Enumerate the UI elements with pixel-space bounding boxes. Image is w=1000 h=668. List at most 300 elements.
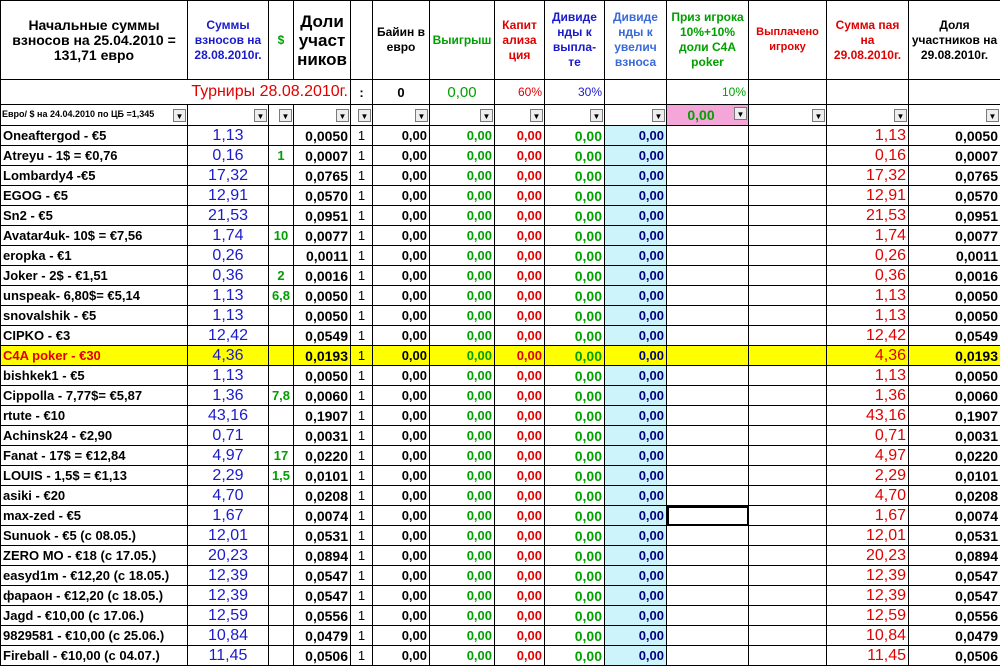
share-cell[interactable]: 0,0050 (294, 306, 351, 326)
player-name[interactable]: Joker - 2$ - €1,51 (1, 266, 188, 286)
sum-pay-cell[interactable]: 1,13 (827, 126, 909, 146)
share-end-cell[interactable]: 0,0531 (909, 526, 1000, 546)
one-cell[interactable]: 1 (351, 366, 373, 386)
one-cell[interactable]: 1 (351, 386, 373, 406)
share-end-cell[interactable]: 0,0765 (909, 166, 1000, 186)
one-cell[interactable]: 1 (351, 466, 373, 486)
win-cell[interactable]: 0,00 (430, 566, 495, 586)
div-inc-cell[interactable]: 0,00 (605, 646, 667, 666)
player-name[interactable]: Sunuok - €5 (с 08.05.) (1, 526, 188, 546)
tournament-cap-pct[interactable]: 60% (495, 80, 545, 105)
usd-cell[interactable] (269, 426, 294, 446)
sum-pay-cell[interactable]: 4,97 (827, 446, 909, 466)
one-cell[interactable]: 1 (351, 226, 373, 246)
sum-cell[interactable]: 2,29 (188, 466, 269, 486)
paid-cell[interactable] (749, 586, 827, 606)
paid-cell[interactable] (749, 366, 827, 386)
filter-dropdown-icon[interactable]: ▼ (415, 109, 428, 122)
prize-cell[interactable] (667, 626, 749, 646)
share-end-cell[interactable]: 0,0050 (909, 126, 1000, 146)
player-name[interactable]: Jagd - €10,00 (с 17.06.) (1, 606, 188, 626)
sum-pay-cell[interactable]: 0,71 (827, 426, 909, 446)
buyin-cell[interactable]: 0,00 (373, 426, 430, 446)
share-cell[interactable]: 0,0101 (294, 466, 351, 486)
player-name[interactable]: Atreyu - 1$ = €0,76 (1, 146, 188, 166)
cap-cell[interactable]: 0,00 (495, 126, 545, 146)
cap-cell[interactable]: 0,00 (495, 526, 545, 546)
sum-cell[interactable]: 0,16 (188, 146, 269, 166)
sum-cell[interactable]: 43,16 (188, 406, 269, 426)
prize-cell[interactable] (667, 426, 749, 446)
div-inc-cell[interactable]: 0,00 (605, 606, 667, 626)
div-pay-cell[interactable]: 0,00 (545, 506, 605, 526)
div-pay-cell[interactable]: 0,00 (545, 226, 605, 246)
buyin-cell[interactable]: 0,00 (373, 306, 430, 326)
share-end-cell[interactable]: 0,0074 (909, 506, 1000, 526)
prize-cell[interactable] (667, 226, 749, 246)
header-initial-sums[interactable]: Начальные суммы взносов на 25.04.2010 = 131,71 евро (1, 1, 188, 80)
buyin-cell[interactable]: 0,00 (373, 486, 430, 506)
sum-pay-cell[interactable]: 0,36 (827, 266, 909, 286)
paid-cell[interactable] (749, 486, 827, 506)
paid-cell[interactable] (749, 606, 827, 626)
sum-cell[interactable]: 12,42 (188, 326, 269, 346)
win-cell[interactable]: 0,00 (430, 586, 495, 606)
win-cell[interactable]: 0,00 (430, 526, 495, 546)
filter-cell-divi[interactable] (605, 105, 667, 126)
share-end-cell[interactable]: 0,0016 (909, 266, 1000, 286)
filter-dropdown-icon[interactable]: ▼ (734, 107, 747, 120)
buyin-cell[interactable]: 0,00 (373, 586, 430, 606)
div-pay-cell[interactable]: 0,00 (545, 366, 605, 386)
one-cell[interactable]: 1 (351, 426, 373, 446)
cap-cell[interactable]: 0,00 (495, 326, 545, 346)
paid-cell[interactable] (749, 306, 827, 326)
div-inc-cell[interactable]: 0,00 (605, 466, 667, 486)
win-cell[interactable]: 0,00 (430, 646, 495, 666)
share-end-cell[interactable]: 0,0193 (909, 346, 1000, 366)
buyin-cell[interactable]: 0,00 (373, 266, 430, 286)
one-cell[interactable]: 1 (351, 126, 373, 146)
share-cell[interactable]: 0,0479 (294, 626, 351, 646)
cap-cell[interactable]: 0,00 (495, 566, 545, 586)
sum-pay-cell[interactable]: 2,29 (827, 466, 909, 486)
header-paid[interactable]: Выплачено игроку (749, 1, 827, 80)
buyin-cell[interactable]: 0,00 (373, 606, 430, 626)
share-cell[interactable]: 0,0077 (294, 226, 351, 246)
share-cell[interactable]: 0,0531 (294, 526, 351, 546)
filter-cell-cap[interactable] (495, 105, 545, 126)
buyin-cell[interactable]: 0,00 (373, 626, 430, 646)
one-cell[interactable]: 1 (351, 606, 373, 626)
header-sum-pay[interactable]: Сумма пая на 29.08.2010г. (827, 1, 909, 80)
prize-cell[interactable] (667, 526, 749, 546)
win-cell[interactable]: 0,00 (430, 486, 495, 506)
prize-cell[interactable] (667, 346, 749, 366)
share-end-cell[interactable]: 0,0060 (909, 386, 1000, 406)
usd-cell[interactable] (269, 306, 294, 326)
share-cell[interactable]: 0,0011 (294, 246, 351, 266)
one-cell[interactable]: 1 (351, 586, 373, 606)
buyin-cell[interactable]: 0,00 (373, 206, 430, 226)
div-pay-cell[interactable]: 0,00 (545, 346, 605, 366)
player-name[interactable]: max-zed - €5 (1, 506, 188, 526)
div-inc-cell[interactable]: 0,00 (605, 626, 667, 646)
share-end-cell[interactable]: 0,0547 (909, 586, 1000, 606)
div-pay-cell[interactable]: 0,00 (545, 186, 605, 206)
filter-cell-usd[interactable] (269, 105, 294, 126)
usd-cell[interactable]: 6,8 (269, 286, 294, 306)
player-name[interactable]: 9829581 - €10,00 (с 25.06.) (1, 626, 188, 646)
share-cell[interactable]: 0,0549 (294, 326, 351, 346)
share-cell[interactable]: 0,0220 (294, 446, 351, 466)
sum-cell[interactable]: 12,01 (188, 526, 269, 546)
win-cell[interactable]: 0,00 (430, 386, 495, 406)
share-end-cell[interactable]: 0,0479 (909, 626, 1000, 646)
filter-cell-win[interactable] (430, 105, 495, 126)
filter-dropdown-icon[interactable]: ▼ (590, 109, 603, 122)
filter-dropdown-icon[interactable]: ▼ (279, 109, 292, 122)
sum-cell[interactable]: 1,74 (188, 226, 269, 246)
player-name[interactable]: фараон - €12,20 (с 18.05.) (1, 586, 188, 606)
cap-cell[interactable]: 0,00 (495, 226, 545, 246)
share-cell[interactable]: 0,0074 (294, 506, 351, 526)
buyin-cell[interactable]: 0,00 (373, 406, 430, 426)
share-end-cell[interactable]: 0,0050 (909, 366, 1000, 386)
usd-cell[interactable] (269, 206, 294, 226)
win-cell[interactable]: 0,00 (430, 126, 495, 146)
header-buyin[interactable]: Байин в евро (373, 1, 430, 80)
div-inc-cell[interactable]: 0,00 (605, 566, 667, 586)
usd-cell[interactable] (269, 346, 294, 366)
div-inc-cell[interactable]: 0,00 (605, 126, 667, 146)
prize-cell[interactable] (667, 606, 749, 626)
share-cell[interactable]: 0,0547 (294, 586, 351, 606)
cap-cell[interactable]: 0,00 (495, 546, 545, 566)
buyin-cell[interactable]: 0,00 (373, 526, 430, 546)
usd-cell[interactable]: 1 (269, 146, 294, 166)
player-name[interactable]: CIPKO - €3 (1, 326, 188, 346)
win-cell[interactable]: 0,00 (430, 306, 495, 326)
share-cell[interactable]: 0,0570 (294, 186, 351, 206)
win-cell[interactable]: 0,00 (430, 266, 495, 286)
cap-cell[interactable]: 0,00 (495, 306, 545, 326)
sum-cell[interactable]: 17,32 (188, 166, 269, 186)
cap-cell[interactable]: 0,00 (495, 506, 545, 526)
filter-dropdown-icon[interactable]: ▼ (480, 109, 493, 122)
filter-dropdown-icon[interactable]: ▼ (530, 109, 543, 122)
filter-dropdown-icon[interactable]: ▼ (652, 109, 665, 122)
sum-pay-cell[interactable]: 1,74 (827, 226, 909, 246)
player-name[interactable]: snovalshik - €5 (1, 306, 188, 326)
one-cell[interactable]: 1 (351, 266, 373, 286)
buyin-cell[interactable]: 0,00 (373, 286, 430, 306)
paid-cell[interactable] (749, 466, 827, 486)
filter-cell-prize[interactable] (667, 105, 749, 126)
cap-cell[interactable]: 0,00 (495, 606, 545, 626)
sum-cell[interactable]: 0,36 (188, 266, 269, 286)
paid-cell[interactable] (749, 346, 827, 366)
sum-pay-cell[interactable]: 4,70 (827, 486, 909, 506)
cap-cell[interactable]: 0,00 (495, 386, 545, 406)
share-cell[interactable]: 0,0031 (294, 426, 351, 446)
paid-cell[interactable] (749, 426, 827, 446)
sum-cell[interactable]: 4,70 (188, 486, 269, 506)
usd-cell[interactable]: 1,5 (269, 466, 294, 486)
one-cell[interactable]: 1 (351, 146, 373, 166)
usd-cell[interactable] (269, 326, 294, 346)
cap-cell[interactable]: 0,00 (495, 286, 545, 306)
sum-pay-cell[interactable]: 4,36 (827, 346, 909, 366)
cap-cell[interactable]: 0,00 (495, 446, 545, 466)
filter-dropdown-icon[interactable]: ▼ (358, 109, 371, 122)
buyin-cell[interactable]: 0,00 (373, 366, 430, 386)
filter-cell-paid[interactable] (749, 105, 827, 126)
usd-cell[interactable] (269, 506, 294, 526)
buyin-cell[interactable]: 0,00 (373, 246, 430, 266)
buyin-cell[interactable]: 0,00 (373, 446, 430, 466)
filter-cell-sum[interactable] (188, 105, 269, 126)
header-share-end[interactable]: Доля участников на 29.08.2010г. (909, 1, 1000, 80)
player-name[interactable]: Avatar4uk- 10$ = €7,56 (1, 226, 188, 246)
div-pay-cell[interactable]: 0,00 (545, 146, 605, 166)
paid-cell[interactable] (749, 326, 827, 346)
win-cell[interactable]: 0,00 (430, 186, 495, 206)
win-cell[interactable]: 0,00 (430, 606, 495, 626)
prize-cell[interactable] (667, 246, 749, 266)
paid-cell[interactable] (749, 126, 827, 146)
sum-pay-cell[interactable]: 20,23 (827, 546, 909, 566)
player-name[interactable]: unspeak- 6,80$= €5,14 (1, 286, 188, 306)
one-cell[interactable]: 1 (351, 186, 373, 206)
sum-cell[interactable]: 21,53 (188, 206, 269, 226)
sum-cell[interactable]: 11,45 (188, 646, 269, 666)
win-cell[interactable]: 0,00 (430, 446, 495, 466)
div-pay-cell[interactable]: 0,00 (545, 266, 605, 286)
paid-cell[interactable] (749, 446, 827, 466)
player-name[interactable]: bishkek1 - €5 (1, 366, 188, 386)
div-pay-cell[interactable]: 0,00 (545, 626, 605, 646)
share-cell[interactable]: 0,0007 (294, 146, 351, 166)
win-cell[interactable]: 0,00 (430, 286, 495, 306)
player-name[interactable]: Fireball - €10,00 (с 04.07.) (1, 646, 188, 666)
sum-cell[interactable]: 1,13 (188, 306, 269, 326)
div-inc-cell[interactable]: 0,00 (605, 486, 667, 506)
player-name[interactable]: easyd1m - €12,20 (с 18.05.) (1, 566, 188, 586)
sum-cell[interactable]: 0,26 (188, 246, 269, 266)
div-inc-cell[interactable]: 0,00 (605, 266, 667, 286)
prize-cell[interactable] (667, 366, 749, 386)
sum-cell[interactable]: 1,36 (188, 386, 269, 406)
sum-pay-cell[interactable]: 1,67 (827, 506, 909, 526)
prize-cell[interactable] (667, 326, 749, 346)
div-pay-cell[interactable]: 0,00 (545, 486, 605, 506)
cap-cell[interactable]: 0,00 (495, 486, 545, 506)
cap-cell[interactable]: 0,00 (495, 466, 545, 486)
share-cell[interactable]: 0,0208 (294, 486, 351, 506)
sum-pay-cell[interactable]: 0,16 (827, 146, 909, 166)
cap-cell[interactable]: 0,00 (495, 626, 545, 646)
buyin-cell[interactable]: 0,00 (373, 166, 430, 186)
win-cell[interactable]: 0,00 (430, 146, 495, 166)
usd-cell[interactable]: 2 (269, 266, 294, 286)
win-cell[interactable]: 0,00 (430, 246, 495, 266)
share-end-cell[interactable]: 0,0549 (909, 326, 1000, 346)
share-end-cell[interactable]: 0,0007 (909, 146, 1000, 166)
usd-cell[interactable] (269, 546, 294, 566)
div-inc-cell[interactable]: 0,00 (605, 506, 667, 526)
div-inc-cell[interactable]: 0,00 (605, 406, 667, 426)
header-empty[interactable] (351, 1, 373, 80)
share-end-cell[interactable]: 0,0077 (909, 226, 1000, 246)
player-name[interactable]: ZERO MO - €18 (с 17.05.) (1, 546, 188, 566)
share-cell[interactable]: 0,0060 (294, 386, 351, 406)
usd-cell[interactable] (269, 526, 294, 546)
usd-cell[interactable] (269, 566, 294, 586)
share-cell[interactable]: 0,0193 (294, 346, 351, 366)
paid-cell[interactable] (749, 646, 827, 666)
win-cell[interactable]: 0,00 (430, 406, 495, 426)
filter-cell-one[interactable] (351, 105, 373, 126)
div-pay-cell[interactable]: 0,00 (545, 386, 605, 406)
one-cell[interactable]: 1 (351, 626, 373, 646)
div-inc-cell[interactable]: 0,00 (605, 186, 667, 206)
usd-cell[interactable] (269, 166, 294, 186)
div-pay-cell[interactable]: 0,00 (545, 446, 605, 466)
usd-cell[interactable]: 10 (269, 226, 294, 246)
cap-cell[interactable]: 0,00 (495, 646, 545, 666)
cap-cell[interactable]: 0,00 (495, 186, 545, 206)
win-cell[interactable]: 0,00 (430, 366, 495, 386)
one-cell[interactable]: 1 (351, 246, 373, 266)
cap-cell[interactable]: 0,00 (495, 366, 545, 386)
filter-dropdown-icon[interactable]: ▼ (894, 109, 907, 122)
header-prize[interactable]: Приз игрока 10%+10% доли C4A poker (667, 1, 749, 80)
win-cell[interactable]: 0,00 (430, 426, 495, 446)
paid-cell[interactable] (749, 286, 827, 306)
div-inc-cell[interactable]: 0,00 (605, 526, 667, 546)
sum-cell[interactable]: 12,91 (188, 186, 269, 206)
prize-cell[interactable] (667, 506, 749, 526)
share-end-cell[interactable]: 0,0050 (909, 306, 1000, 326)
prize-cell[interactable] (667, 646, 749, 666)
paid-cell[interactable] (749, 186, 827, 206)
filter-dropdown-icon[interactable]: ▼ (336, 109, 349, 122)
div-pay-cell[interactable]: 0,00 (545, 286, 605, 306)
cap-cell[interactable]: 0,00 (495, 206, 545, 226)
prize-cell[interactable] (667, 386, 749, 406)
div-pay-cell[interactable]: 0,00 (545, 306, 605, 326)
cap-cell[interactable]: 0,00 (495, 346, 545, 366)
share-cell[interactable]: 0,0506 (294, 646, 351, 666)
one-cell[interactable]: 1 (351, 306, 373, 326)
div-pay-cell[interactable]: 0,00 (545, 326, 605, 346)
share-cell[interactable]: 0,0951 (294, 206, 351, 226)
share-end-cell[interactable]: 0,0951 (909, 206, 1000, 226)
div-inc-cell[interactable]: 0,00 (605, 346, 667, 366)
one-cell[interactable]: 1 (351, 326, 373, 346)
div-pay-cell[interactable]: 0,00 (545, 206, 605, 226)
sum-pay-cell[interactable]: 1,13 (827, 286, 909, 306)
usd-cell[interactable] (269, 406, 294, 426)
one-cell[interactable]: 1 (351, 346, 373, 366)
share-end-cell[interactable]: 0,0011 (909, 246, 1000, 266)
share-end-cell[interactable]: 0,0050 (909, 286, 1000, 306)
sum-cell[interactable]: 12,59 (188, 606, 269, 626)
usd-cell[interactable] (269, 186, 294, 206)
player-name[interactable]: rtute - €10 (1, 406, 188, 426)
player-name[interactable]: Cippolla - 7,77$= €5,87 (1, 386, 188, 406)
div-inc-cell[interactable]: 0,00 (605, 546, 667, 566)
prize-cell[interactable] (667, 566, 749, 586)
div-inc-cell[interactable]: 0,00 (605, 306, 667, 326)
div-pay-cell[interactable]: 0,00 (545, 606, 605, 626)
div-pay-cell[interactable]: 0,00 (545, 166, 605, 186)
prize-cell[interactable] (667, 206, 749, 226)
sum-pay-cell[interactable]: 0,26 (827, 246, 909, 266)
div-pay-cell[interactable]: 0,00 (545, 246, 605, 266)
filter-cell-buyin[interactable] (373, 105, 430, 126)
prize-cell[interactable] (667, 486, 749, 506)
sum-pay-cell[interactable]: 43,16 (827, 406, 909, 426)
one-cell[interactable]: 1 (351, 446, 373, 466)
filter-dropdown-icon[interactable]: ▼ (173, 109, 186, 122)
div-inc-cell[interactable]: 0,00 (605, 286, 667, 306)
tournament-colon[interactable]: : (351, 80, 373, 105)
buyin-cell[interactable]: 0,00 (373, 226, 430, 246)
player-name[interactable]: Fanat - 17$ = €12,84 (1, 446, 188, 466)
sum-pay-cell[interactable]: 10,84 (827, 626, 909, 646)
prize-cell[interactable] (667, 166, 749, 186)
share-cell[interactable]: 0,0556 (294, 606, 351, 626)
paid-cell[interactable] (749, 566, 827, 586)
win-cell[interactable]: 0,00 (430, 466, 495, 486)
share-cell[interactable]: 0,1907 (294, 406, 351, 426)
usd-cell[interactable] (269, 486, 294, 506)
share-cell[interactable]: 0,0016 (294, 266, 351, 286)
player-name[interactable]: Sn2 - €5 (1, 206, 188, 226)
filter-cell-name[interactable] (1, 105, 188, 126)
sum-cell[interactable]: 1,13 (188, 126, 269, 146)
share-cell[interactable]: 0,0050 (294, 286, 351, 306)
player-name[interactable]: eropka - €1 (1, 246, 188, 266)
div-inc-cell[interactable]: 0,00 (605, 386, 667, 406)
sum-pay-cell[interactable]: 12,91 (827, 186, 909, 206)
win-cell[interactable]: 0,00 (430, 546, 495, 566)
paid-cell[interactable] (749, 266, 827, 286)
sum-pay-cell[interactable]: 12,01 (827, 526, 909, 546)
sum-pay-cell[interactable]: 12,39 (827, 566, 909, 586)
div-inc-cell[interactable]: 0,00 (605, 426, 667, 446)
prize-cell[interactable] (667, 126, 749, 146)
header-dividends-increase[interactable]: Дивиде нды к увелич взноса (605, 1, 667, 80)
paid-cell[interactable] (749, 386, 827, 406)
win-cell[interactable]: 0,00 (430, 506, 495, 526)
cap-cell[interactable]: 0,00 (495, 266, 545, 286)
paid-cell[interactable] (749, 506, 827, 526)
sum-pay-cell[interactable]: 1,13 (827, 306, 909, 326)
one-cell[interactable]: 1 (351, 526, 373, 546)
one-cell[interactable]: 1 (351, 166, 373, 186)
cap-cell[interactable]: 0,00 (495, 146, 545, 166)
paid-cell[interactable] (749, 206, 827, 226)
sum-pay-cell[interactable]: 11,45 (827, 646, 909, 666)
prize-cell[interactable] (667, 466, 749, 486)
one-cell[interactable]: 1 (351, 546, 373, 566)
buyin-cell[interactable]: 0,00 (373, 546, 430, 566)
div-pay-cell[interactable]: 0,00 (545, 566, 605, 586)
tournament-empty[interactable] (749, 80, 827, 105)
